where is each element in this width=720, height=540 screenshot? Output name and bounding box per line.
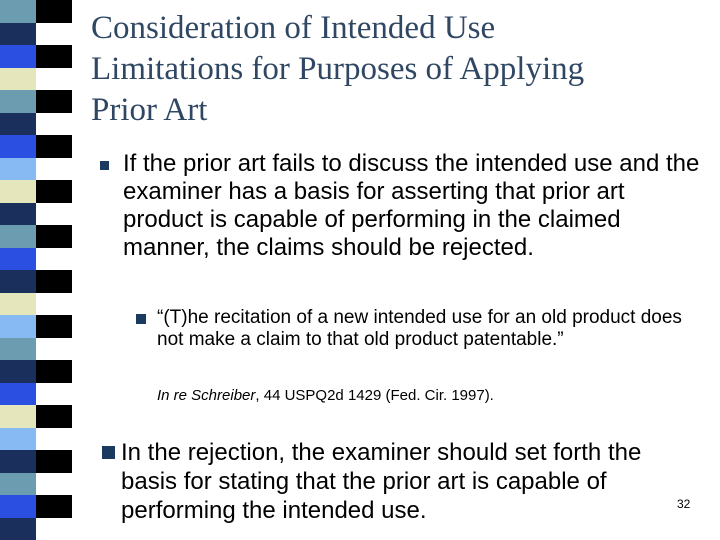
stripe-block bbox=[0, 113, 72, 136]
bullet-intended-use bbox=[100, 150, 700, 262]
stripe-cell bbox=[0, 180, 36, 203]
stripe-cell bbox=[0, 495, 36, 518]
bullet-text: In the rejection, the examiner should set forth the basis for stating that the prior art is capable of performing the intended use. bbox=[121, 439, 642, 524]
title-line-2: Limitations for Purposes of Applying bbox=[91, 51, 585, 87]
stripe-block bbox=[0, 495, 72, 518]
stripe-cell bbox=[0, 518, 36, 540]
stripe-cell bbox=[0, 450, 36, 473]
stripe-cell bbox=[36, 518, 72, 540]
stripe-cell bbox=[0, 473, 36, 496]
case-reference: , 44 USPQ2d 1429 (Fed. Cir. 1997). bbox=[255, 387, 494, 404]
stripe-block bbox=[0, 518, 72, 540]
stripe-cell bbox=[36, 473, 72, 496]
stripe-cell bbox=[0, 158, 36, 181]
stripe-cell bbox=[0, 135, 36, 158]
page-number: 32 bbox=[677, 497, 691, 511]
stripe-cell bbox=[36, 270, 72, 293]
stripe-block bbox=[0, 338, 72, 361]
square-bullet-icon bbox=[102, 446, 115, 459]
stripe-cell bbox=[0, 90, 36, 113]
stripe-cell bbox=[36, 248, 72, 271]
bullet-rejection bbox=[102, 438, 702, 525]
stripe-cell bbox=[36, 68, 72, 91]
stripe-cell bbox=[0, 315, 36, 338]
stripe-cell bbox=[36, 158, 72, 181]
stripe-block bbox=[0, 450, 72, 473]
stripe-block bbox=[0, 405, 72, 428]
stripe-block bbox=[0, 360, 72, 383]
stripe-cell bbox=[36, 45, 72, 68]
square-bullet-icon bbox=[100, 161, 109, 170]
stripe-cell bbox=[0, 248, 36, 271]
stripe-block bbox=[0, 473, 72, 496]
stripe-block bbox=[0, 68, 72, 91]
stripe-block bbox=[0, 248, 72, 271]
stripe-block bbox=[0, 158, 72, 181]
bullet-quotation bbox=[136, 307, 696, 351]
stripe-cell bbox=[36, 450, 72, 473]
case-citation bbox=[157, 387, 697, 405]
bullet-text: If the prior art fails to discuss the intended use and the examiner has a basis for asserting that prior art product is capable of performing in the claimed manner, the claims should be rejected. bbox=[123, 150, 700, 261]
stripe-cell bbox=[36, 495, 72, 518]
stripe-cell bbox=[36, 360, 72, 383]
slide-title bbox=[91, 8, 691, 131]
stripe-cell bbox=[36, 428, 72, 451]
stripe-block bbox=[0, 293, 72, 316]
stripe-block bbox=[0, 0, 72, 23]
stripe-block bbox=[0, 315, 72, 338]
stripe-block bbox=[0, 270, 72, 293]
stripe-block bbox=[0, 383, 72, 406]
stripe-cell bbox=[36, 203, 72, 226]
stripe-cell bbox=[36, 180, 72, 203]
stripe-cell bbox=[0, 293, 36, 316]
stripe-cell bbox=[0, 383, 36, 406]
stripe-block bbox=[0, 428, 72, 451]
stripe-cell bbox=[0, 68, 36, 91]
stripe-cell bbox=[0, 45, 36, 68]
stripe-block bbox=[0, 180, 72, 203]
stripe-cell bbox=[0, 203, 36, 226]
stripe-cell bbox=[0, 270, 36, 293]
stripe-cell bbox=[0, 428, 36, 451]
stripe-block bbox=[0, 90, 72, 113]
stripe-cell bbox=[36, 225, 72, 248]
stripe-cell bbox=[0, 23, 36, 46]
stripe-cell bbox=[36, 135, 72, 158]
stripe-cell bbox=[36, 315, 72, 338]
quotation-text: “(T)he recitation of a new intended use for an old product does not make a claim to that old product patentable.” bbox=[157, 307, 682, 350]
stripe-block bbox=[0, 45, 72, 68]
stripe-cell bbox=[36, 113, 72, 136]
case-name: In re Schreiber bbox=[157, 387, 256, 404]
title-line-1: Consideration of Intended Use bbox=[91, 10, 496, 46]
stripe-cell bbox=[0, 360, 36, 383]
stripe-cell bbox=[36, 405, 72, 428]
stripe-cell bbox=[0, 405, 36, 428]
square-bullet-icon bbox=[136, 314, 146, 324]
stripe-cell bbox=[0, 113, 36, 136]
stripe-block bbox=[0, 225, 72, 248]
stripe-cell bbox=[36, 383, 72, 406]
stripe-cell bbox=[36, 0, 72, 23]
stripe-cell bbox=[0, 225, 36, 248]
stripe-cell bbox=[36, 23, 72, 46]
stripe-cell bbox=[36, 90, 72, 113]
stripe-cell bbox=[36, 338, 72, 361]
decorative-stripe-bar bbox=[0, 0, 72, 540]
stripe-cell bbox=[0, 0, 36, 23]
stripe-cell bbox=[0, 338, 36, 361]
stripe-cell bbox=[36, 293, 72, 316]
stripe-block bbox=[0, 135, 72, 158]
stripe-block bbox=[0, 203, 72, 226]
title-line-3: Prior Art bbox=[91, 92, 208, 128]
stripe-block bbox=[0, 23, 72, 46]
